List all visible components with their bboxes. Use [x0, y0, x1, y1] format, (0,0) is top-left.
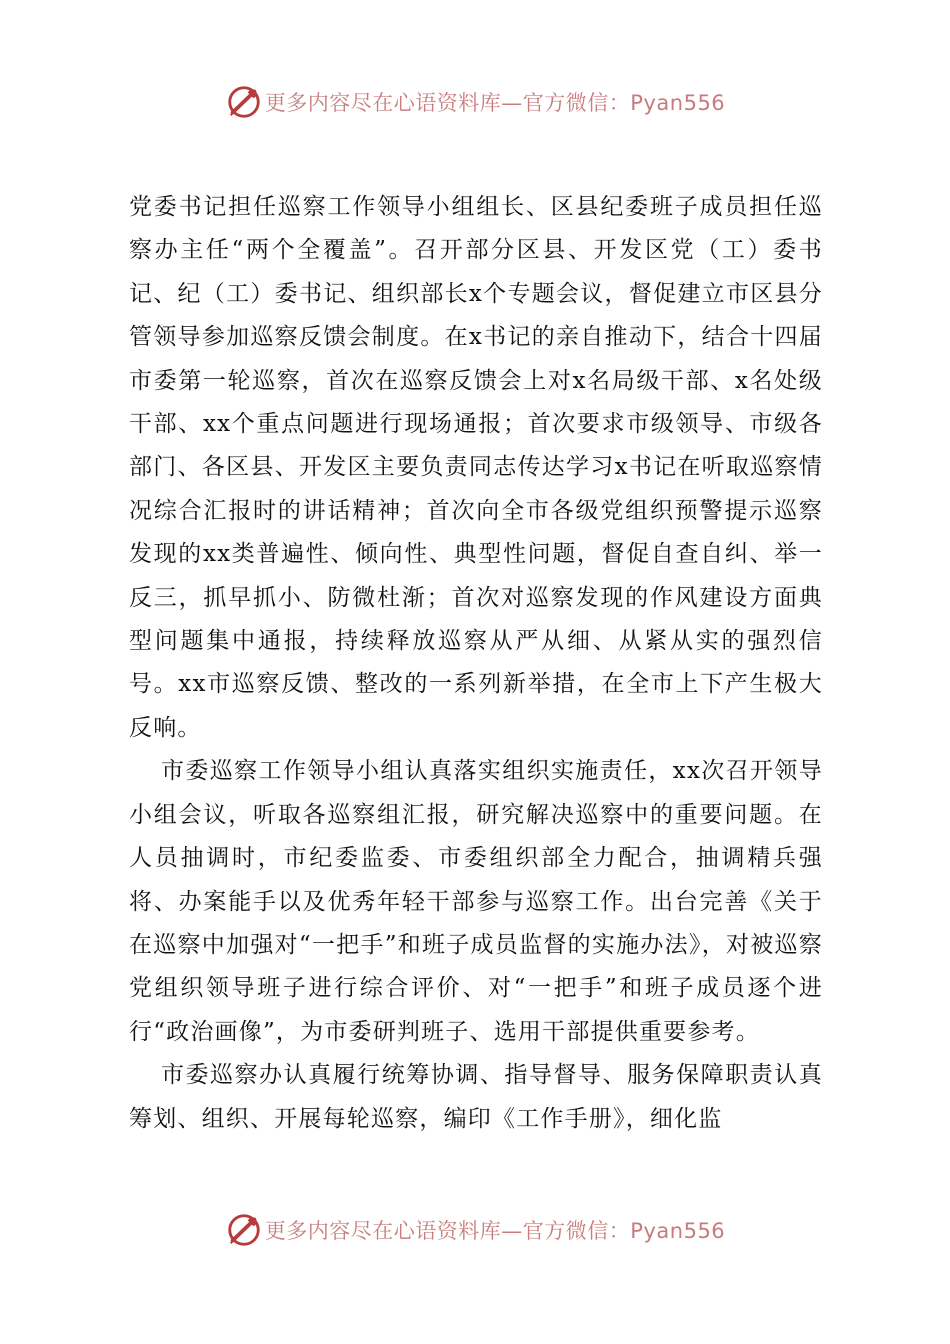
footer-banner [0, 1210, 950, 1250]
paragraph-1: 党委书记担任巡察工作领导小组组长、区县纪委班子成员担任巡察办主任“两个全覆盖”。召开部分区县、开发区党（工）委书记、纪（工）委书记、组织部长x个专题会议，督促建立市区县分管领导参加巡察反馈会制度。在x书记的亲自推动下，结合十四届市委第一轮巡察，首次在巡察反馈会上对x名局级干部、x名处级干部、xx个重点问题进行现场通报；首次要求市级领导、市级各部门、各区县、开发区主要负责同志传达学习x书记在听取巡察情况综合汇报时的讲话精神；首次向全市各级党组织预警提示巡察发现的xx类普遍性、倾向性、典型性问题，督促自查自纠、举一反三，抓早抓小、防微杜渐；首次对巡察发现的作风建设方面典型问题集中通报，持续释放巡察从严从细、从紧从实的强烈信号。xx市巡察反馈、整改的一系列新举措，在全市上下产生极大反响。 [129, 194, 823, 741]
pen-seal-logo-icon [225, 83, 263, 121]
header-banner [0, 82, 950, 122]
header-banner-text: 更多内容尽在心语资料库—官方微信：Pyan556 [264, 91, 726, 115]
pen-seal-logo-icon [225, 1211, 263, 1249]
footer-banner-text: 更多内容尽在心语资料库—官方微信：Pyan556 [264, 1219, 726, 1243]
paragraph-3: 市委巡察办认真履行统筹协调、指导督导、服务保障职责认真筹划、组织、开展每轮巡察，编印《工作手册》，细化监 [129, 1062, 823, 1132]
paragraph-2: 市委巡察工作领导小组认真落实组织实施责任，xx次召开领导小组会议，听取各巡察组汇报，研究解决巡察中的重要问题。在人员抽调时，市纪委监委、市委组织部全力配合，抽调精兵强将、办案能手以及优秀年轻干部参与巡察工作。出台完善《关于在巡察中加强对“一把手”和班子成员监督的实施办法》，对被巡察党组织领导班子进行综合评价、对“一把手”和班子成员逐个进行“政治画像”，为市委研判班子、选用干部提供重要参考。 [129, 758, 823, 1045]
document-body [129, 186, 823, 1141]
